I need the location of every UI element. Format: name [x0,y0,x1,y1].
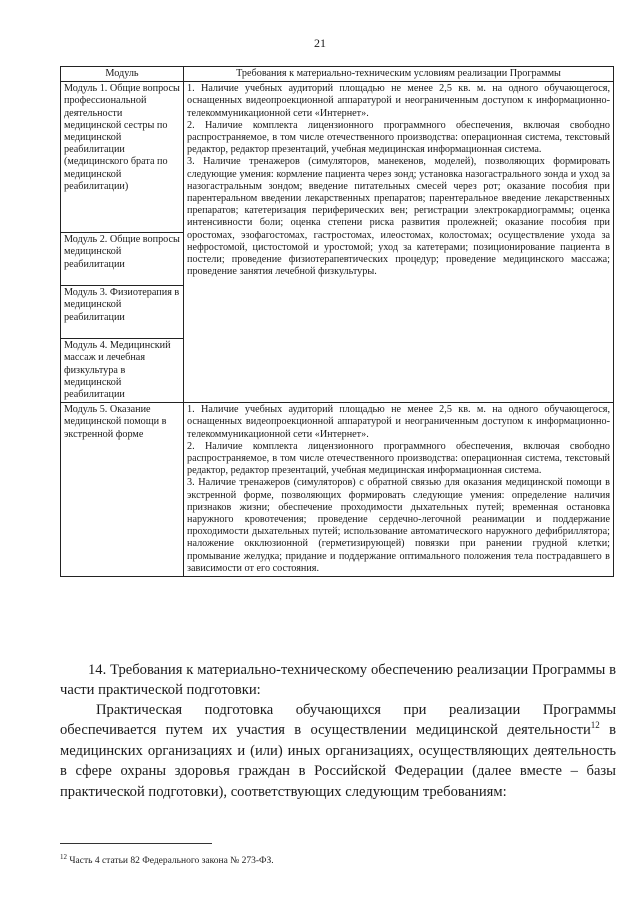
footnote-reference[interactable]: 12 [590,720,600,731]
footnote [60,851,616,867]
module-5-name: Модуль 5. Оказание медицинской помощи в экстренной форме [64,404,167,440]
requirement-item: 3. Наличие тренажеров (симуляторов, манекенов, моделей), позволяющих формировать следующие умения: кормление пациента через зонд; установка назогастрального зонда и уход за назогастральным зондом; введение питательных смесей через рот; оказание пособия при парентеральном введении лекарственных препаратов; парентеральное введение лекарственных препаратов; катетеризация периферических вен; регистрации электрокардиограммы; оценка интенсивности боли; оценка степени риска развития пролежней; оказание пособия при оростомах, эзофагостомах, гастростомах, илеостомах, колостомах; осуществление ухода за нефростомой, цистостомой и уростомой; уход за катетерами; позиционирование пациента в постели; проведение физиотерапевтических процедур; проведение медицинского массажа; проведение занятия лечебной физкультуры. [187,156,610,278]
module-3-name: Модуль 3. Физиотерапия в медицинской реабилитации [64,287,180,323]
footnote-text: Часть 4 статьи 82 Федерального закона № 273-ФЗ. [67,856,274,867]
module-4-cell [61,339,184,403]
table-row [61,82,614,233]
footnote-marker: 12 [60,853,67,861]
requirement-item: 1. Наличие учебных аудиторий площадью не менее 2,5 кв. м. на одного обучающегося, оснащенных видеопроекционной аппаратурой и неограниченным доступом к информационно-телекоммуникационной сети «Интернет». [187,83,610,119]
requirements-cell-module-5 [184,403,614,577]
paragraph-rest-text: в медицинских организациях и (или) иных организациях, осуществляющих деятельность в сфере охраны здоровья граждан в Российской Федерации (далее вместе – базы практической подготовки), соответствующих следующим требованиям: [60,722,616,800]
table-header-row [61,67,614,82]
page-number: 21 [314,36,326,50]
module-2-cell [61,233,184,286]
requirements-table [60,66,614,577]
header-requirements: Требования к материально-техническим условиям реализации Программы [184,67,614,82]
module-4-name: Модуль 4. Медицинский массаж и лечебная физкультура в медицинской реабилитации [64,340,171,401]
requirement-item: 2. Наличие комплекта лицензионного программного обеспечения, включая свободно распространяемое, в том числе отечественного производства: операционная система, текстовый редактор, редактор презентаций, учебная медицинская информационная система. [187,440,610,477]
requirements-cell-modules-1-4 [184,82,614,403]
module-3-cell [61,286,184,339]
module-1-name: Модуль 1. Общие вопросы профессиональной деятельности медицинской сестры по медицинской реабилитации (медицинского брата по медицинской реабилитации) [64,83,180,192]
requirement-item: 2. Наличие комплекта лицензионного программного обеспечения, включая свободно распространяемое, в том числе отечественного производства: операционная система, текстовый редактор, редактор презентаций, учебная медицинская информационная система. [187,119,610,156]
header-module: Модуль [61,67,184,82]
section-paragraph [60,700,616,802]
paragraph-main-text: Практическая подготовка обучающихся при реализации Программы обеспечивается путем их участия в осуществлении медицинской деятельности [60,702,616,739]
table-row [61,403,614,577]
requirement-item: 3. Наличие тренажеров (симуляторов) с обратной связью для оказания медицинской помощи в экстренной форме, позволяющих формировать следующие умения: определение наличия признаков жизни; обеспечение проходимости дыхательных путей; временная остановка наружного кровотечения; проведение сердечно-легочной реанимации и поддержание проходимости дыхательных путей; использование автоматического наружного дефибриллятора; наложение окклюзионной (герметизирующей) повязки при ранении грудной клетки; промывание желудка; придание и поддержание оптимального положения тела пострадавшего в зависимости от его состояния. [187,477,610,574]
module-2-name: Модуль 2. Общие вопросы медицинской реабилитации [64,234,180,270]
requirement-item: 1. Наличие учебных аудиторий площадью не менее 2,5 кв. м. на одного обучающегося, оснащенных видеопроекционной аппаратурой и неограниченным доступом к информационно-телекоммуникационной сети «Интернет». [187,404,610,440]
section-heading: 14. Требования к материально-техническому обеспечению реализации Программы в части практической подготовки: [60,662,616,698]
footnote-divider [60,843,212,844]
module-5-cell [61,403,184,577]
module-1-cell [61,82,184,233]
